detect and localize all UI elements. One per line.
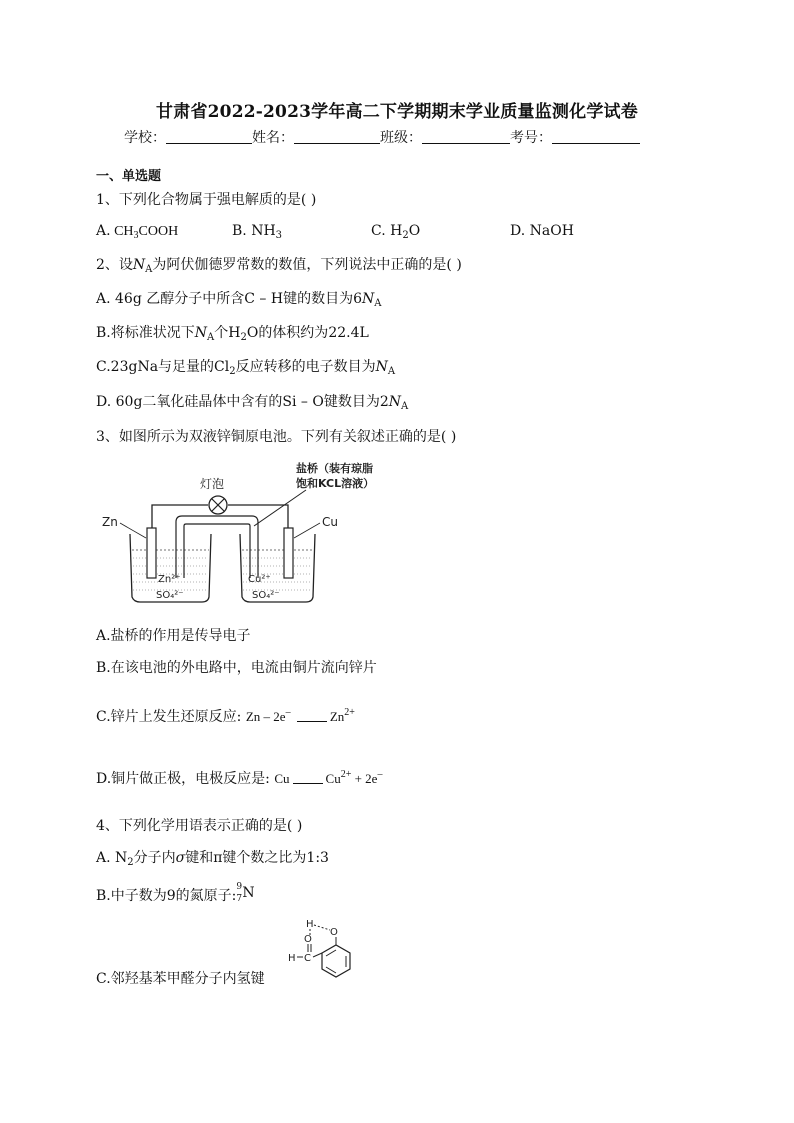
sulfate-right-label: SO₄²⁻ — [252, 590, 280, 601]
q1-option-d-label: D. NaOH — [510, 223, 574, 239]
q2-stem-prefix: 2、设 — [96, 257, 133, 273]
nitrogen-isotope-symbol: 9 7 N — [236, 882, 255, 904]
q3-option-c-equation: Zn – 2e– $Zn^{2+}$ — [245, 707, 355, 724]
q4-option-a-mid2: 键和 — [185, 850, 214, 866]
aldehyde-h: H — [288, 953, 296, 964]
q3-option-c-text: C.锌片上发生还原反应: — [96, 709, 242, 725]
q3-option-d[interactable] — [96, 766, 382, 788]
class-label: 班级： — [380, 130, 422, 146]
q2-stem: 2、设$N_A$为阿伏伽德罗常数的数值，下列说法中正确的是( ) — [96, 257, 462, 275]
q2-stem-suffix: 为阿伏伽德罗常数的数值，下列说法中正确的是( ) — [152, 257, 462, 273]
q1-option-a-formula: $CH_3COOH$ — [110, 224, 179, 241]
zinc-electrode — [147, 528, 156, 578]
equation-equals-sign — [297, 709, 327, 722]
q4-option-a[interactable]: A. $N_2$分子内σ键和π键个数之比为1:3 — [96, 850, 329, 868]
salicylaldehyde-structure — [286, 915, 366, 985]
exam-title: 甘肃省2022-2023学年高二下学期期末学业质量监测化学试卷 — [156, 102, 638, 122]
salt-bridge-pointer — [254, 490, 306, 526]
salt-bridge-label-1: 盐桥（装有琼脂 — [296, 462, 373, 475]
number-blank[interactable] — [552, 129, 640, 144]
q2-option-a-suffix: 键的数目为 — [283, 291, 354, 307]
salt-bridge-label-2: 饱和KCL溶液） — [296, 477, 375, 490]
q3-stem: 3、如图所示为双液锌铜原电池。下列有关叙述正确的是( ) — [96, 429, 457, 445]
q1-option-b-label: B. NH — [232, 223, 276, 239]
q2-option-c[interactable]: C.23gNa与足量的$Cl_2$反应转移的电子数目为$N_A$ — [96, 359, 396, 377]
q1-stem: 1、下列化合物属于强电解质的是( ) — [96, 192, 317, 208]
galvanic-cell-diagram — [96, 460, 406, 610]
zinc-ion-label: Zn²⁺ — [158, 574, 181, 585]
salt-bridge-tube — [176, 516, 258, 578]
q1-option-b[interactable]: B. $NH_3$ — [232, 223, 283, 241]
q4-option-a-mid: 分子内 — [133, 850, 176, 866]
ring-double-bond-1 — [326, 950, 336, 956]
bulb-icon — [209, 496, 227, 514]
copper-pointer — [294, 523, 320, 538]
q3-option-b[interactable]: B.在该电池的外电路中，电流由铜片流向锌片 — [96, 660, 377, 676]
q1-option-a[interactable] — [96, 222, 178, 245]
q4-option-b-text: B.中子数为9的氮原子: — [96, 888, 237, 904]
q2-option-b[interactable]: B.将标准状况下$N_A$个$H_2O$的体积约为22.4L — [96, 325, 369, 343]
pi-symbol: π — [213, 850, 223, 866]
section-heading: 一、单选题 — [96, 169, 162, 184]
school-blank[interactable] — [166, 129, 252, 144]
q2-option-b-mid: 个 — [214, 325, 229, 341]
q2-option-b-prefix: B.将标准状况下 — [96, 325, 195, 341]
copper-label: Cu — [322, 515, 338, 529]
school-label: 学校： — [124, 130, 166, 146]
q2-option-d-prefix: D. 60g — [96, 394, 143, 410]
q4-option-a-ratio: 1:3 — [306, 850, 329, 866]
number-label: 考号： — [510, 130, 552, 146]
q3-option-d-equation: Cu $Cu^{2+} + 2e^-$ — [274, 769, 383, 786]
q2-option-b-volume: 22.4L — [328, 325, 369, 341]
student-info-row — [124, 127, 640, 147]
name-blank[interactable] — [294, 129, 380, 144]
q4-stem: 4、下列化学用语表示正确的是( ) — [96, 818, 303, 834]
q4-option-a-suffix: 键个数之比为 — [222, 850, 307, 866]
q1-option-c-label: C. H — [371, 223, 403, 239]
copper-ion-label: Cu²⁺ — [248, 574, 271, 585]
q2-option-d-mid: 二氧化硅晶体中含有的 — [142, 394, 283, 410]
q4-option-b[interactable] — [96, 882, 255, 905]
zinc-pointer — [120, 523, 146, 538]
copper-electrode — [284, 528, 293, 578]
q4-option-a-prefix: A. — [96, 850, 111, 866]
q2-option-c-suffix: 反应转移的电子数目为 — [235, 359, 376, 375]
q2-option-a-bond: C – H — [244, 291, 284, 307]
bulb-label: 灯泡 — [200, 477, 225, 491]
hydrogen-bond-line — [314, 925, 330, 930]
q2-option-d-suffix: 键数目为 — [323, 394, 380, 410]
q1-option-c[interactable]: C. $H_2O$ — [371, 223, 421, 241]
q2-option-c-prefix: C.23gNa — [96, 359, 159, 375]
q2-option-d[interactable]: D. 60g二氧化硅晶体中含有的Si – O键数目为$2N_A$ — [96, 394, 409, 412]
q3-option-d-text: D.铜片做正极，电极反应是: — [96, 771, 270, 787]
aldehyde-ring-bond — [313, 953, 322, 957]
q2-option-a-prefix: A. 46g 乙醇分子中所含 — [96, 291, 245, 307]
sulfate-left-label: SO₄²⁻ — [156, 590, 184, 601]
q3-option-c[interactable] — [96, 704, 355, 726]
hydrogen-bond-h: H — [306, 919, 314, 930]
q2-option-a[interactable]: A. 46g 乙醇分子中所含C – H键的数目为$6N_A$ — [96, 291, 382, 309]
zinc-label: Zn — [102, 515, 118, 529]
q3-option-a[interactable]: A.盐桥的作用是传导电子 — [96, 628, 251, 644]
hydroxyl-o: O — [330, 927, 338, 938]
q4-option-c[interactable]: C.邻羟基苯甲醛分子内氢键 — [96, 971, 265, 987]
name-label: 姓名： — [252, 130, 294, 146]
equation-equals-sign-2 — [293, 771, 323, 784]
q2-option-d-bond: Si – O — [282, 394, 324, 410]
sigma-symbol: σ — [175, 850, 186, 866]
carbonyl-o: O — [304, 934, 312, 945]
class-blank[interactable] — [422, 129, 510, 144]
q2-option-b-suffix: 的体积约为 — [258, 325, 329, 341]
q1-option-d[interactable] — [510, 222, 574, 240]
q1-option-a-label: A. — [96, 223, 111, 239]
q2-option-c-mid: 与足量的 — [158, 359, 215, 375]
aldehyde-c: C — [304, 953, 311, 964]
